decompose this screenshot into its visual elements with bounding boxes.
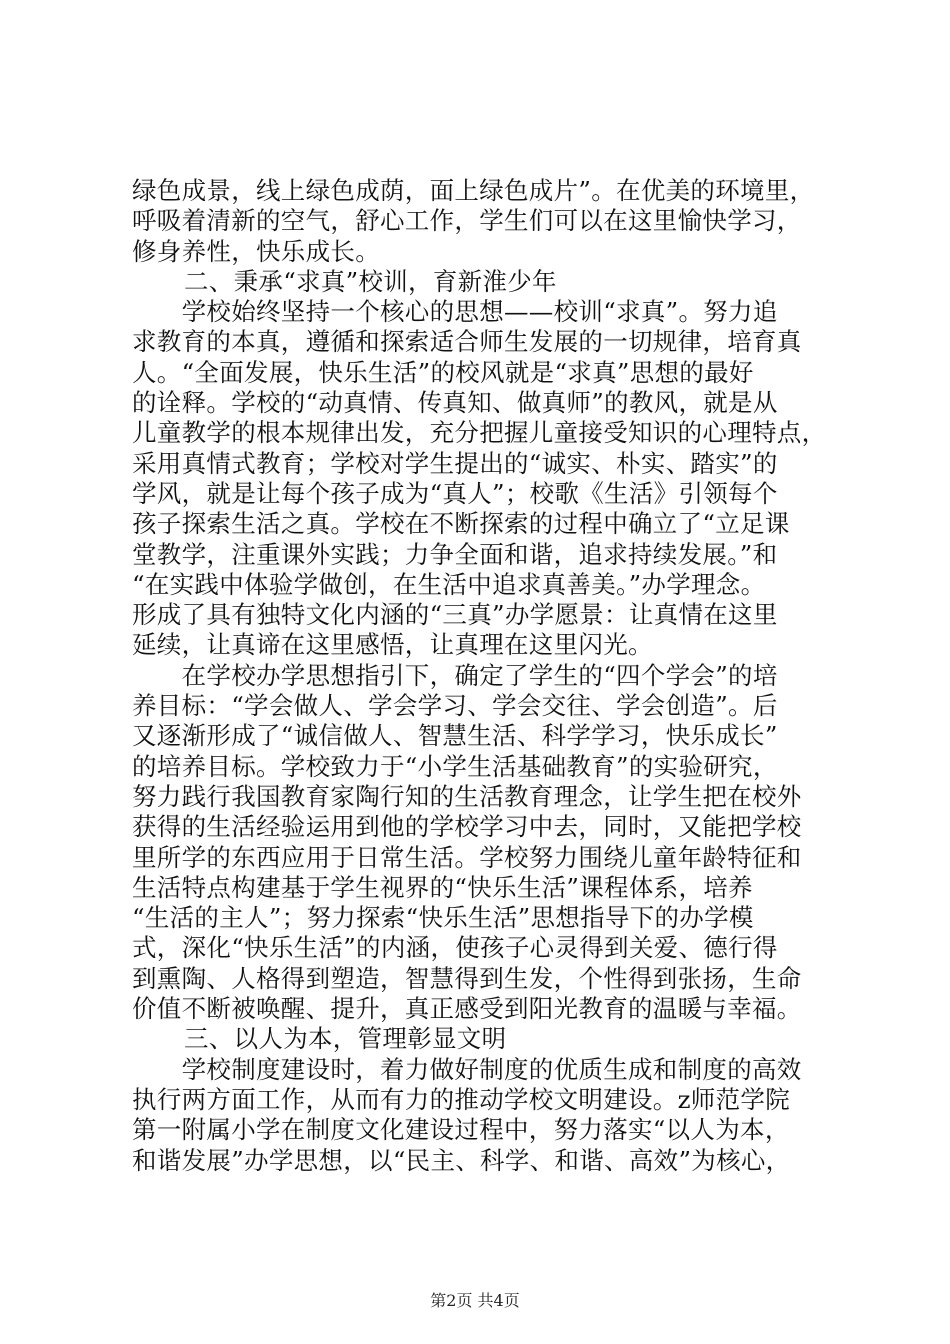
text-line: 求教育的本真，遵循和探索适合师生发展的一切规律，培育真	[132, 327, 802, 357]
text-line: 呼吸着清新的空气，舒心工作，学生们可以在这里愉快学习，	[132, 206, 802, 236]
text-line: 和谐发展”办学思想，以“民主、科学、和谐、高效”为核心，	[132, 1145, 791, 1175]
text-line: 第一附属小学在制度文化建设过程中，努力落实“以人为本，	[132, 1115, 790, 1145]
text-line: 绿色成景，线上绿色成荫，面上绿色成片”。在优美的环境里，	[132, 176, 815, 205]
text-line: 执行两方面工作，从而有力的推动学校文明建设。z师范学院	[132, 1084, 791, 1114]
text-line: 堂教学，注重课外实践；力争全面和谐，追求持续发展。”和	[132, 539, 778, 569]
text-line: 的培养目标。学校致力于“小学生活基础教育”的实验研究，	[132, 751, 778, 781]
section-heading: 三、以人为本，管理彰显文明	[184, 1024, 507, 1054]
page-number-footer: 第2页 共4页	[430, 1291, 520, 1310]
text-line: 形成了具有独特文化内涵的“三真”办学愿景：让真情在这里	[132, 600, 778, 630]
text-line: 式，深化“快乐生活”的内涵，使孩子心灵得到关爱、德行得	[132, 933, 778, 963]
text-line: 里所学的东西应用于日常生活。学校努力围绕儿童年龄特征和	[132, 842, 802, 872]
text-line: 人。“全面发展，快乐生活”的校风就是“求真”思想的最好	[132, 357, 754, 387]
text-line: 儿童教学的根本规律出发，充分把握儿童接受知识的心理特点，	[132, 418, 827, 448]
text-line: 学校始终坚持一个核心的思想——校训“求真”。努力追	[132, 297, 778, 327]
text-line: 到熏陶、人格得到塑造，智慧得到生发，个性得到张扬，生命	[132, 963, 802, 993]
text-line: 学风，就是让每个孩子成为“真人”；校歌《生活》引领每个	[132, 478, 778, 508]
text-line: 养目标：“学会做人、学会学习、学会交往、学会创造”。后	[132, 691, 778, 721]
text-line: 修身养性，快乐成长。	[132, 236, 380, 266]
text-line: 在学校办学思想指引下，确定了学生的“四个学会”的培	[132, 660, 778, 690]
text-line: 价值不断被唤醒、提升，真正感受到阳光教育的温暖与幸福。	[132, 994, 802, 1024]
text-line: 学校制度建设时，着力做好制度的优质生成和制度的高效	[132, 1054, 802, 1084]
text-line: 延续，让真谛在这里感悟，让真理在这里闪光。	[132, 630, 653, 660]
text-line: 孩子探索生活之真。学校在不断探索的过程中确立了“立足课	[132, 509, 790, 539]
document-body	[132, 176, 832, 1176]
text-line: 采用真情式教育；学校对学生提出的“诚实、朴实、踏实”的	[132, 448, 778, 478]
text-line: 努力践行我国教育家陶行知的生活教育理念，让学生把在校外	[132, 781, 802, 811]
text-line: 生活特点构建基于学生视界的“快乐生活”课程体系，培养	[132, 872, 753, 902]
text-line: “生活的主人”；努力探索“快乐生活”思想指导下的办学模	[132, 903, 754, 933]
text-line: 获得的生活经验运用到他的学校学习中去，同时，又能把学校	[132, 812, 802, 842]
text-line: 的诠释。学校的“动真情、传真知、做真师”的教风，就是从	[132, 388, 778, 418]
section-heading: 二、秉承“求真”校训，育新淮少年	[184, 266, 557, 296]
text-line: 又逐渐形成了“诚信做人、智慧生活、科学学习，快乐成长”	[132, 721, 778, 751]
text-line: “在实践中体验学做创，在生活中追求真善美。”办学理念。	[132, 569, 766, 599]
